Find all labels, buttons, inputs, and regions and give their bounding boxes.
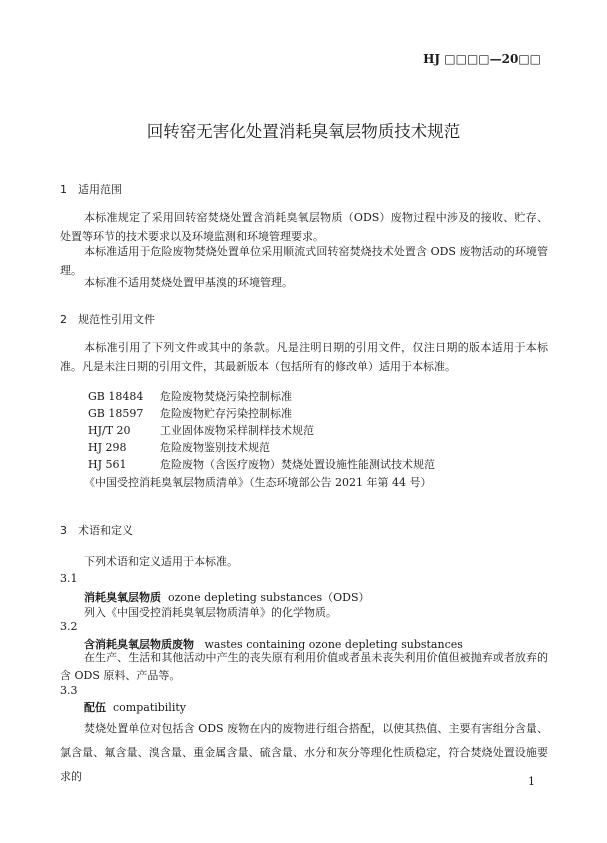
section-number: 3: [60, 524, 67, 537]
term-name-en: compatibility: [113, 701, 186, 714]
paragraph: 本标准适用于危险废物焚烧处置单位采用顺流式回转窑焚烧技术处置含 ODS 废物活动的环境管理。: [60, 245, 548, 277]
term-definition: 列入《中国受控消耗臭氧层物质清单》的化学物质。: [84, 606, 337, 619]
term-number: 3.3: [60, 684, 78, 697]
paragraph: 本标准引用了下列文件或其中的条款。凡是注明日期的引用文件，仅注日期的版本适用于本标准。凡是未注日期的引用文件，其最新版本（包括所有的修改单）适用于本标准。: [60, 341, 548, 373]
term-name-zh: 配伍: [84, 701, 106, 714]
page-number: 1: [528, 775, 535, 788]
section-number: 1: [60, 183, 67, 196]
reference-code: GB 18484: [88, 390, 144, 403]
term-number: 3.1: [60, 572, 78, 585]
terms-intro: 下列术语和定义适用于本标准。: [84, 555, 238, 568]
section-title: 术语和定义: [78, 524, 133, 537]
section-heading-normative-references: [60, 311, 155, 327]
section-heading-terms: [60, 522, 133, 538]
section-title: 规范性引用文件: [78, 313, 155, 326]
reference-name: 危险废物焚烧污染控制标准: [160, 390, 292, 403]
standard-number: HJ □□□□—20□□: [423, 52, 541, 66]
reference-code: HJ 561: [88, 458, 127, 471]
term-name: [84, 699, 186, 715]
term-definition: 焚烧处置单位对包括含 ODS 废物在内的废物进行组合搭配，以使其热值、主要有害组分含量、氯含量、氟含量、溴含量、重金属含量、硫含量、水分和灰分等理化性质稳定，符合焚烧处置设施要求的: [60, 722, 548, 783]
paragraph: 本标准不适用焚烧处置甲基溴的环境管理。: [84, 276, 293, 289]
reference-name: 危险废物鉴别技术规范: [160, 441, 270, 454]
reference-code: HJ/T 20: [88, 424, 131, 437]
term-name: [84, 589, 369, 605]
section-title: 适用范围: [78, 183, 122, 196]
term-name-en: wastes containing ozone depleting substances: [204, 638, 463, 651]
term-name-en: ozone depleting substances（ODS）: [168, 591, 370, 604]
document-title: 回转窑无害化处置消耗臭氧层物质技术规范: [146, 122, 461, 141]
reference-name: 工业固体废物采样制样技术规范: [160, 424, 314, 437]
reference-code: GB 18597: [88, 407, 144, 420]
term-name-zh: 消耗臭氧层物质: [84, 591, 161, 604]
term-name-zh: 含消耗臭氧层物质废物: [84, 638, 194, 651]
term-number: 3.2: [60, 620, 78, 633]
section-heading-scope: [60, 181, 122, 197]
reference-name: 危险废物贮存污染控制标准: [160, 407, 292, 420]
term-definition: 在生产、生活和其他活动中产生的丧失原有利用价值或者虽未丧失利用价值但被抛弃或者放弃的含 ODS 原料、产品等。: [60, 651, 548, 682]
section-number: 2: [60, 313, 67, 326]
extra-reference: 《中国受控消耗臭氧层物质清单》（生态环境部公告 2021 年第 44 号）: [84, 476, 432, 489]
reference-name: 危险废物（含医疗废物）焚烧处置设施性能测试技术规范: [160, 458, 435, 471]
reference-code: HJ 298: [88, 441, 127, 454]
paragraph: 本标准规定了采用回转窑焚烧处置含消耗臭氧层物质（ODS）废物过程中涉及的接收、贮存、处置等环节的技术要求以及环境监测和环境管理要求。: [60, 211, 548, 243]
